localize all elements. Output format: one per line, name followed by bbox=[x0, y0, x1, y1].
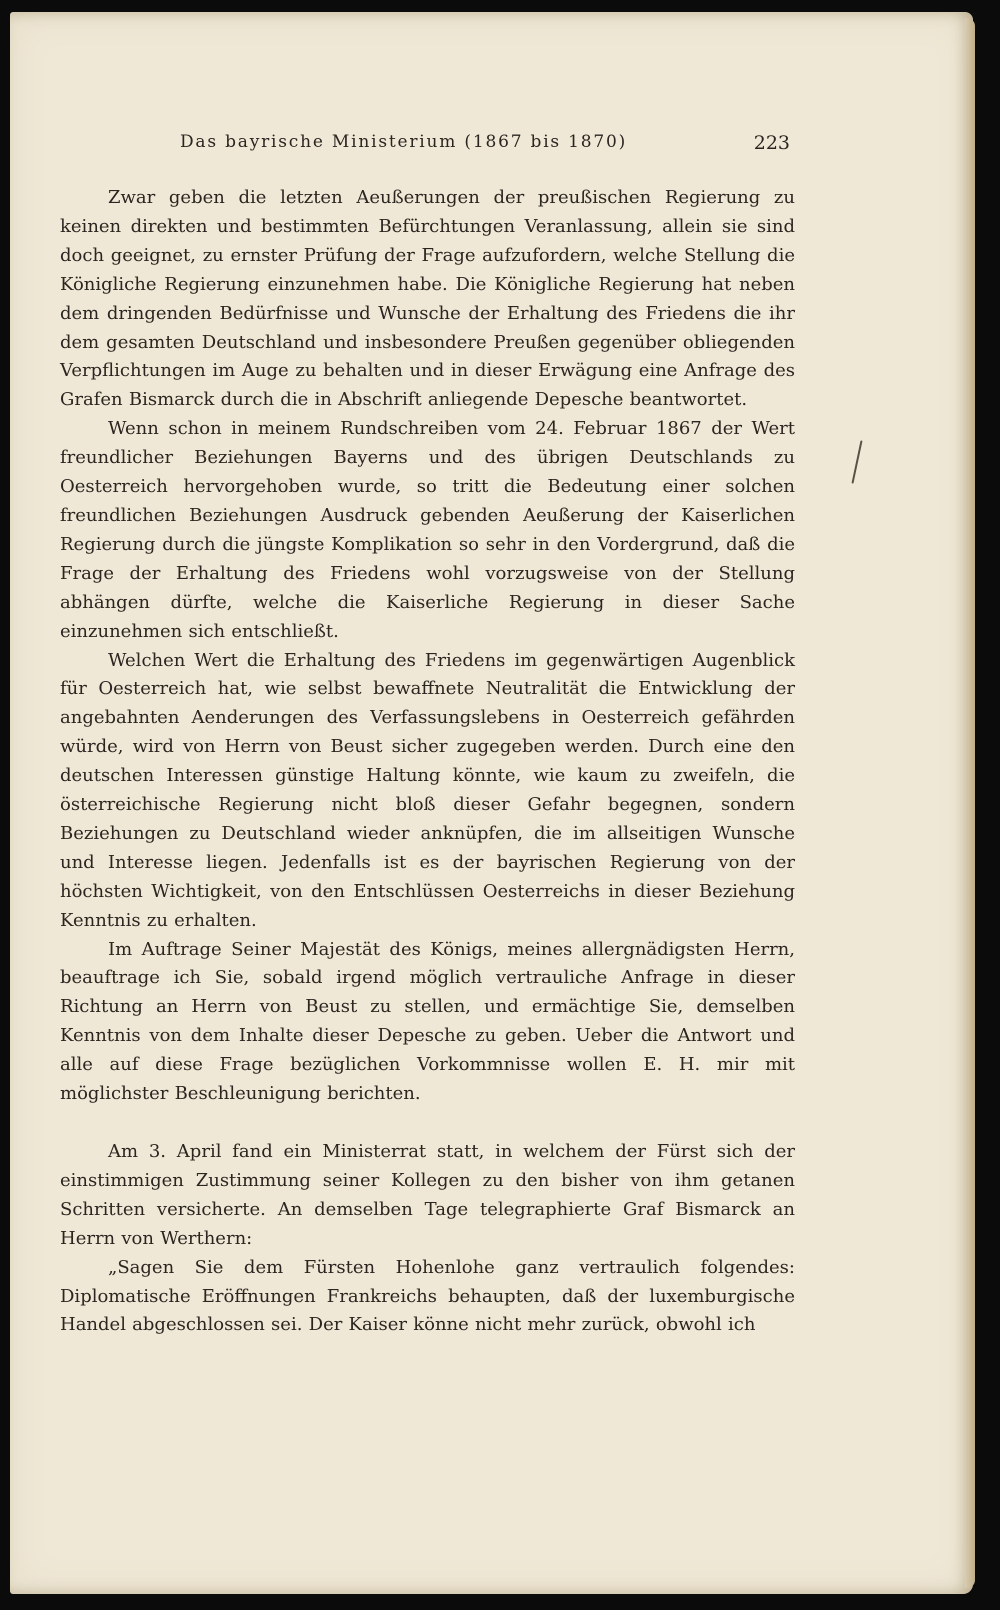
paragraph: Am 3. April fand ein Ministerrat statt, in welchem der Fürst sich der einstimmigen Zustimmung seiner Kollegen zu den bisher von ihm getanen Schritten versicherte. An demselben Tage telegraphierte Graf Bismarck an Herrn von Werthern: bbox=[60, 1141, 795, 1249]
book-page bbox=[10, 12, 973, 1594]
page-body bbox=[60, 184, 795, 1340]
section-gap bbox=[60, 1109, 795, 1138]
running-title: Das bayrische Ministerium (1867 bis 1870) bbox=[180, 132, 628, 152]
paragraph: Im Auftrage Seiner Majestät des Königs, meines allergnädigsten Herrn, beauftrage ich Sie, sobald irgend möglich vertrauliche Anfrage in dieser Richtung an Herrn von Beust zu stellen, und ermächtige Sie, demselben Kenntnis von dem Inhalte dieser Depesche zu geben. Ueber die Antwort und alle auf diese Frage bezüglichen Vorkommnisse wollen E. H. mir mit möglichster Beschleunigung berichten. bbox=[60, 938, 795, 1105]
page-header bbox=[60, 132, 790, 162]
paragraph: Zwar geben die letzten Aeußerungen der preußischen Regierung zu keinen direkten und bestimmten Befürchtungen Veranlassung, allein sie sind doch geeignet, zu ernster Prüfung der Frage aufzufordern, welche Stellung die Königliche Regierung einzunehmen habe. Die Königliche Regierung hat neben dem dringenden Bedürfnisse und Wunsche der Erhaltung des Friedens die ihr dem gesamten Deutschland und insbesondere Preußen gegenüber obliegenden Verpflichtungen im Auge zu behalten und in dieser Erwägung eine Anfrage des Grafen Bismarck durch die in Abschrift anliegende Depesche beantwortet. bbox=[60, 187, 795, 411]
margin-pencil-mark bbox=[851, 440, 862, 483]
paragraph: Welchen Wert die Erhaltung des Friedens im gegenwärtigen Augenblick für Oesterreich hat, wie selbst bewaffnete Neutralität die Entwicklung der angebahnten Aenderungen des Verfassungslebens in Oesterreich gefährden würde, wird von Herrn von Beust sicher zugegeben werden. Durch eine den deutschen Interessen günstige Haltung könnte, wie kaum zu zweifeln, die österreichische Regierung nicht bloß dieser Gefahr begegnen, sondern Beziehungen zu Deutschland wieder anknüpfen, die im allseitigen Wunsche und Interesse liegen. Jedenfalls ist es der bayrischen Regierung von der höchsten Wichtigkeit, von den Entschlüssen Oesterreichs in dieser Beziehung Kenntnis zu erhalten. bbox=[60, 649, 795, 931]
paragraph: Wenn schon in meinem Rundschreiben vom 24. Februar 1867 der Wert freundlicher Beziehungen Bayerns und des übrigen Deutschlands zu Oesterreich hervorgehoben wurde, so tritt die Bedeutung einer solchen freundlichen Beziehungen Ausdruck gebenden Aeußerung der Kaiserlichen Regierung durch die jüngste Komplikation so sehr in den Vordergrund, daß die Frage der Erhaltung des Friedens wohl vorzugsweise von der Stellung abhängen dürfte, welche die Kaiserliche Regierung in dieser Sache einzunehmen sich entschließt. bbox=[60, 418, 795, 642]
quoted-paragraph: „Sagen Sie dem Fürsten Hohenlohe ganz vertraulich folgendes: Diplomatische Eröffnungen Frankreichs behaupten, daß der luxemburgische Handel abgeschlossen sei. Der Kaiser könne nicht mehr zurück, obwohl ich bbox=[60, 1256, 795, 1336]
page-number: 223 bbox=[753, 132, 790, 154]
page-edge bbox=[965, 18, 975, 1588]
